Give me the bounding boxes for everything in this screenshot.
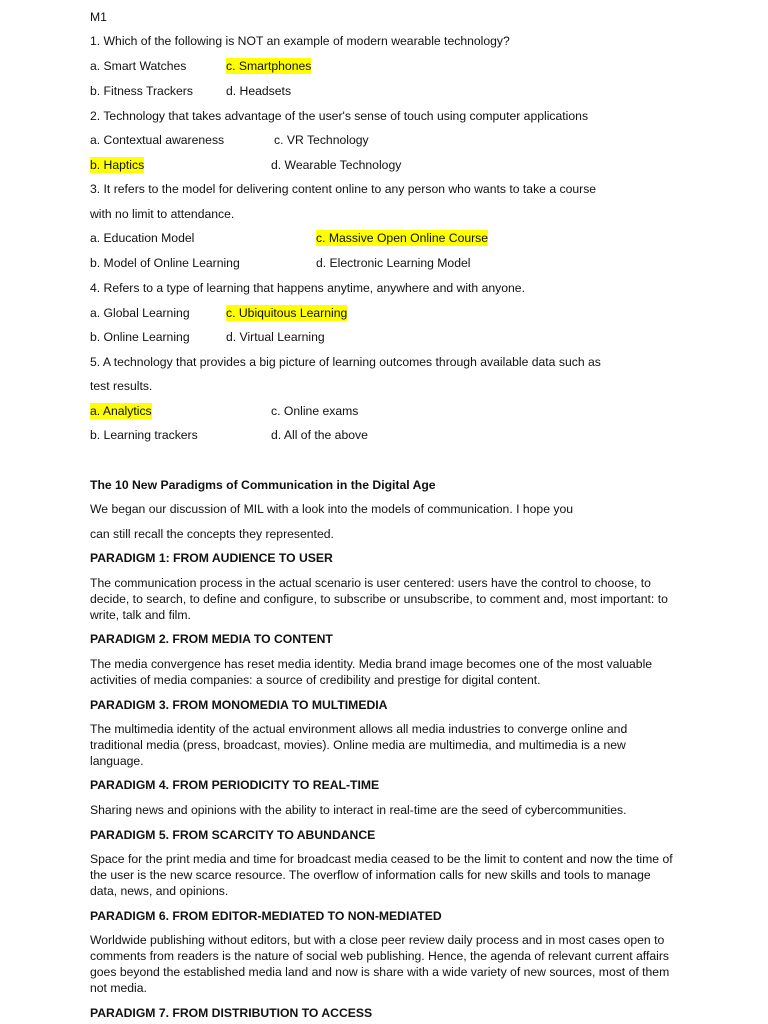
option-c-answer: c. Massive Open Online Course — [316, 231, 489, 245]
quiz-question-4: 4. Refers to a type of learning that happens anytime, anywhere and with anyone. — [90, 281, 525, 295]
paradigm-5-body: Space for the print media and time for broadcast media ceased to be the limit to content and now the time of the user is the new scarce resource. The overflow of information calls for new skills and tools to manage data, news, and opinions. — [90, 852, 673, 898]
option-c: c. Online exams — [271, 404, 359, 418]
option-d: d. Wearable Technology — [271, 158, 402, 172]
section-title: The 10 New Paradigms of Communication in the Digital Age — [90, 478, 436, 492]
option-b: b. Model of Online Learning — [90, 256, 240, 270]
paradigm-2-body: The media convergence has reset media identity. Media brand image becomes one of the most valuable activities of media companies: a source of credibility and prestige for digital content. — [90, 657, 653, 687]
paradigm-6-heading: PARADIGM 6. FROM EDITOR-MEDIATED TO NON-MEDIATED — [90, 909, 442, 923]
quiz-question-5-continued: test results. — [90, 379, 153, 393]
option-a: a. Education Model — [90, 231, 195, 245]
intro-line-2: can still recall the concepts they represented. — [90, 527, 334, 541]
option-d: d. All of the above — [271, 428, 368, 442]
option-a: a. Global Learning — [90, 306, 190, 320]
option-b-answer: b. Haptics — [90, 158, 145, 172]
paradigm-3-body: The multimedia identity of the actual environment allows all media industries to converge online and traditional media (press, broadcast, movies). Online media are multimedia, and multimedia is a new language. — [90, 722, 628, 768]
quiz-question-3-continued: with no limit to attendance. — [90, 207, 235, 221]
intro-line-1: We began our discussion of MIL with a look into the models of communication. I hope you — [90, 502, 574, 516]
option-d: d. Virtual Learning — [226, 330, 325, 344]
option-a: a. Smart Watches — [90, 59, 187, 73]
quiz-question-5: 5. A technology that provides a big picture of learning outcomes through available data such as — [90, 355, 601, 369]
paradigm-4-body: Sharing news and opinions with the ability to interact in real-time are the seed of cybercommunities. — [90, 803, 627, 817]
paradigm-7-heading: PARADIGM 7. FROM DISTRIBUTION TO ACCESS — [90, 1006, 373, 1020]
quiz-question-3: 3. It refers to the model for delivering content online to any person who wants to take a course — [90, 182, 597, 196]
option-a-answer: a. Analytics — [90, 404, 152, 418]
quiz-question-2: 2. Technology that takes advantage of the user's sense of touch using computer applications — [90, 109, 589, 123]
option-c-answer: c. Smartphones — [226, 59, 312, 73]
option-c-answer: c. Ubiquitous Learning — [226, 306, 348, 320]
paradigm-6-body: Worldwide publishing without editors, but with a close peer review daily process and in most cases open to comments from readers is the nature of social web publishing. Hence, the agenda of relevant current affairs goes beyond the established media land and now is share with a wide variety of new sources, most of them not media. — [90, 933, 670, 995]
option-a: a. Contextual awareness — [90, 133, 225, 147]
paradigm-5-heading: PARADIGM 5. FROM SCARCITY TO ABUNDANCE — [90, 828, 376, 842]
option-c: c. VR Technology — [274, 133, 369, 147]
module-label: M1 — [90, 10, 107, 24]
paradigm-1-heading: PARADIGM 1: FROM AUDIENCE TO USER — [90, 551, 333, 565]
option-b: b. Learning trackers — [90, 428, 198, 442]
quiz-question-1: 1. Which of the following is NOT an example of modern wearable technology? — [90, 34, 510, 48]
paradigm-4-heading: PARADIGM 4. FROM PERIODICITY TO REAL-TIME — [90, 778, 380, 792]
option-d: d. Headsets — [226, 84, 292, 98]
paradigm-2-heading: PARADIGM 2. FROM MEDIA TO CONTENT — [90, 632, 333, 646]
option-b: b. Fitness Trackers — [90, 84, 193, 98]
paradigm-3-heading: PARADIGM 3. FROM MONOMEDIA TO MULTIMEDIA — [90, 698, 388, 712]
paradigm-1-body: The communication process in the actual scenario is user centered: users have the control to choose, to decide, to search, to define and configure, to subscribe or unsubscribe, to comment and, most important: to write, talk and film. — [90, 576, 668, 622]
option-b: b. Online Learning — [90, 330, 190, 344]
option-d: d. Electronic Learning Model — [316, 256, 471, 270]
